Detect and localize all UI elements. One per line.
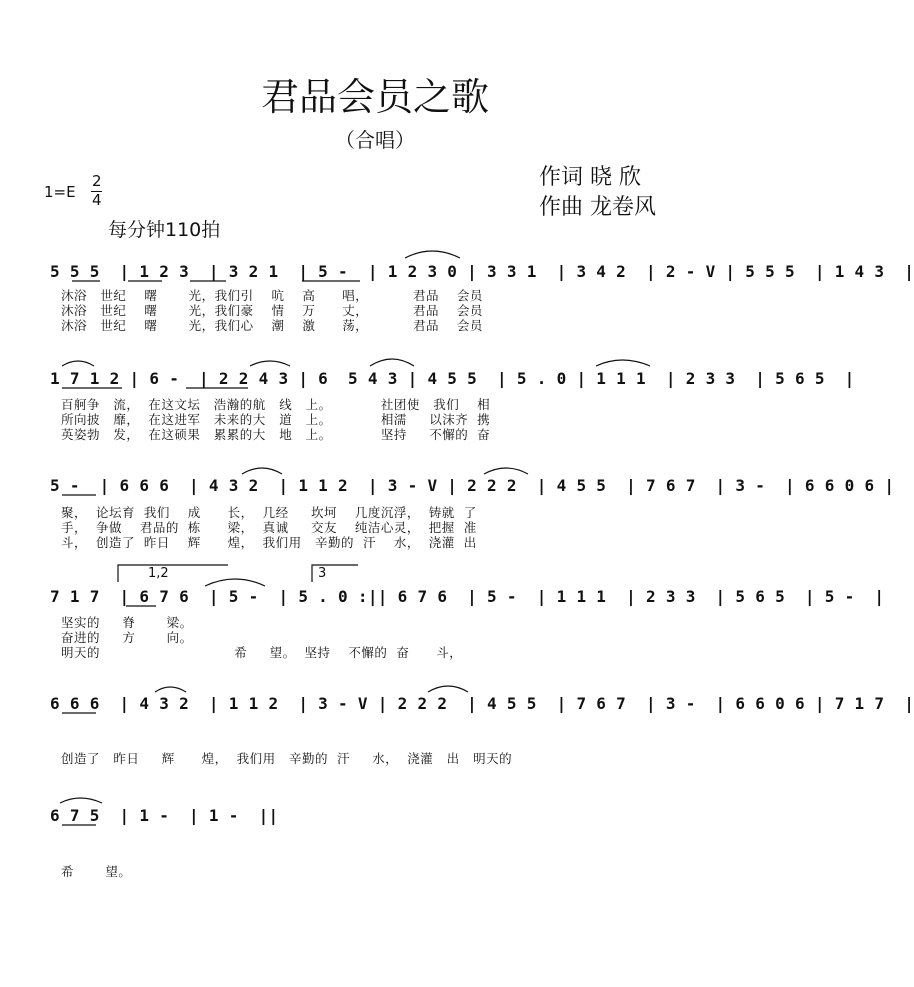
slur-mark	[428, 686, 468, 692]
slur-mark	[155, 687, 186, 692]
lyric-line-2-2: 所向披 靡， 在这进军 未来的大 道 上。 相濡 以沫齐 携	[61, 412, 491, 427]
slur-mark	[370, 359, 414, 366]
notation-line-2: 1 7 1 2 | 6 - | 2 2 4 3 | 6 5 4 3 | 4 5 5 | 5 . 0 | 1 1 1 | 2 3 3 | 5 6 5 |	[50, 369, 855, 388]
tempo-marking: 每分钟110拍	[108, 219, 221, 241]
song-title: 君品会员之歌	[260, 75, 489, 119]
lyric-line-5-1: 创造了 昨日 辉 煌， 我们用 辛勤的 汗 水， 浇灌 出 明天的	[61, 751, 513, 766]
lyricist-credit: 作词 晓 欣	[539, 165, 641, 190]
lyric-line-4-2: 奋进的 方 向。	[61, 630, 193, 645]
lyric-line-6-1: 希 望。	[61, 864, 132, 879]
time-signature-bottom: 4	[92, 191, 102, 209]
slur-mark	[484, 468, 528, 474]
slur-mark	[60, 798, 102, 803]
notation-line-6: 6 7 5 | 1 - | 1 - ||	[50, 806, 279, 825]
song-subtitle: （合唱）	[335, 128, 415, 152]
slur-mark	[250, 361, 290, 366]
lyric-line-4-3: 明天的 希 望。 坚持 不懈的 奋 斗，	[61, 645, 463, 660]
lyric-line-3-2: 手， 争做 君品的 栋 梁， 真诚 交友 纯洁心灵， 把握 准	[61, 520, 477, 535]
volta-1-label: 1,2	[148, 566, 169, 581]
lyric-line-2-3: 英姿勃 发， 在这硕果 累累的大 地 上。 坚持 不懈的 奋	[61, 427, 491, 442]
underlines	[62, 281, 360, 825]
lyric-line-2-1: 百舸争 流， 在这文坛 浩瀚的航 线 上。 社团使 我们 相	[61, 397, 491, 412]
notation-line-5: 6 6 6 | 4 3 2 | 1 1 2 | 3 - V | 2 2 2 | 4 5 5 | 7 6 7 | 3 - | 6 6 0 6 | 7 1 7 |	[50, 694, 914, 713]
volta-3-label: 3	[318, 566, 327, 581]
volta-bracket-1	[118, 565, 228, 582]
notation-line-1: 5 5 5 | 1 2 3 | 3 2 1 | 5 - | 1 2 3 0 | 3 3 1 | 3 4 2 | 2 - V | 5 5 5 | 1 4 3 |	[50, 262, 914, 281]
lyric-line-1-1: 沐浴 世纪 曙 光，我们引 吭 高 唱， 君品 会员	[61, 288, 483, 303]
lyric-line-4-1: 坚实的 脊 梁。	[61, 615, 193, 630]
slur-mark	[205, 579, 265, 586]
lyric-line-1-2: 沐浴 世纪 曙 光，我们豪 情 万 丈， 君品 会员	[61, 303, 483, 318]
time-signature-top: 2	[92, 172, 102, 190]
slur-mark	[62, 361, 94, 366]
lyric-line-3-1: 聚， 论坛育 我们 成 长， 几经 坎坷 几度沉浮， 铸就 了	[61, 505, 477, 520]
lyric-line-1-3: 沐浴 世纪 曙 光，我们心 潮 激 荡， 君品 会员	[61, 318, 483, 333]
slur-mark	[242, 468, 282, 474]
notation-line-3: 5 - | 6 6 6 | 4 3 2 | 1 1 2 | 3 - V | 2 2 2 | 4 5 5 | 7 6 7 | 3 - | 6 6 0 6 |	[50, 476, 895, 495]
notation-line-4: 7 1 7 | 6 7 6 | 5 - | 5 . 0 :|| 6 7 6 | 5 - | 1 1 1 | 2 3 3 | 5 6 5 | 5 - |	[50, 587, 885, 606]
composer-credit: 作曲 龙卷风	[539, 195, 656, 220]
slur-mark	[596, 360, 650, 366]
key-signature: 1=E	[44, 183, 76, 201]
slur-mark	[405, 251, 460, 258]
lyric-line-3-3: 斗， 创造了 昨日 辉 煌， 我们用 辛勤的 汗 水， 浇灌 出	[61, 535, 477, 550]
